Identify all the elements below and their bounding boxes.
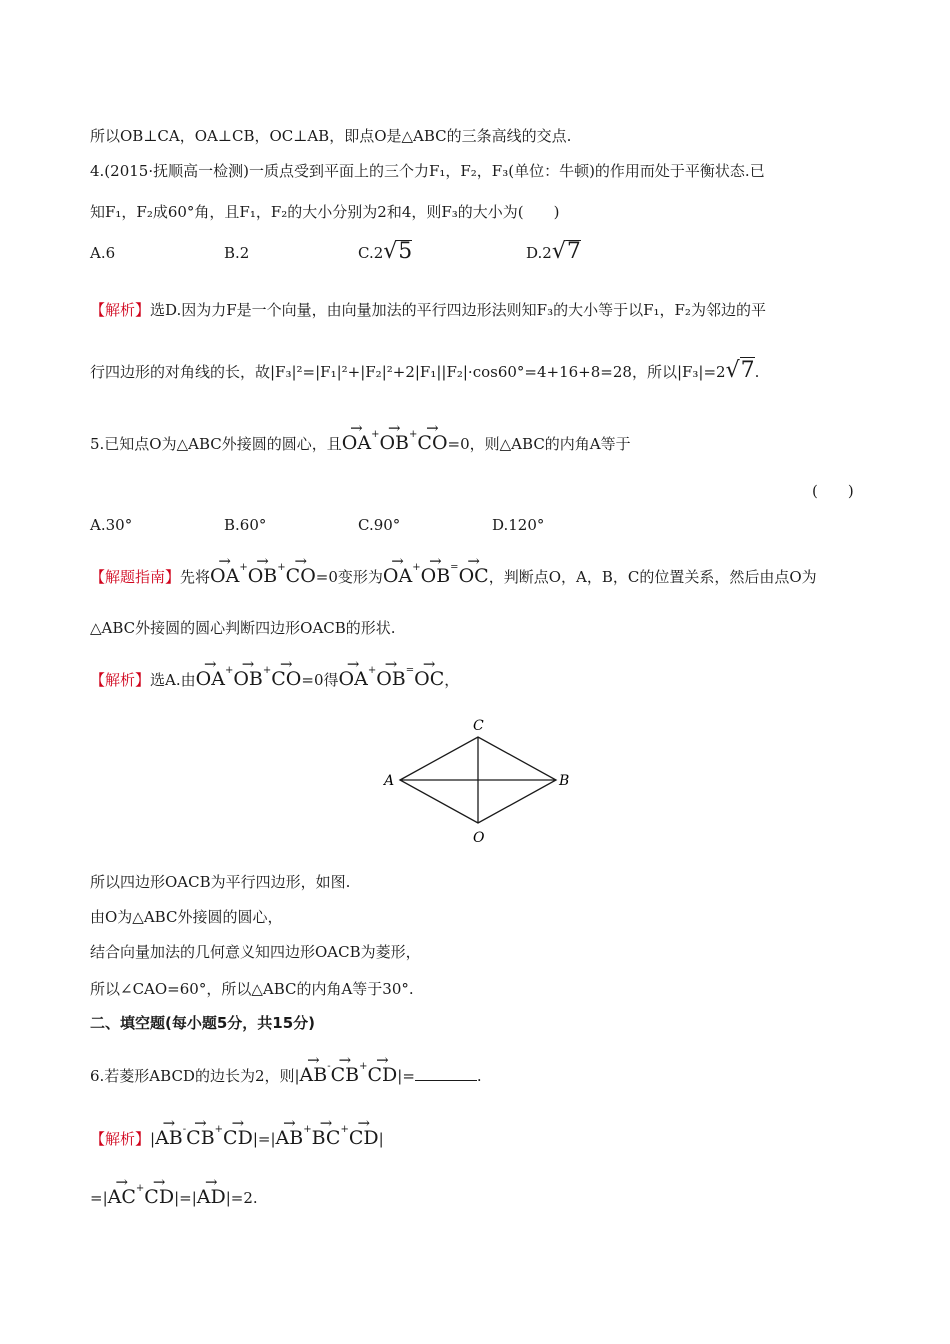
vector-co: → CO xyxy=(286,556,316,586)
question-6-line: 6.若菱形ABCD的边长为2，则|→ AB-→ CB+→ CD|= . xyxy=(90,1055,482,1087)
answer-blank xyxy=(415,1080,477,1081)
vector-cd: → CD xyxy=(349,1118,379,1148)
vector-oa: → OA xyxy=(342,423,371,453)
answer-paren: ( ) xyxy=(812,482,854,500)
q5-step-1: 所以四边形OACB为平行四边形，如图. xyxy=(90,873,351,891)
vector-ad: → AD xyxy=(197,1177,226,1207)
question-5-line: 5.已知点O为△ABC外接圆的圆心，且→ OA+→ OB+→ CO=0，则△ABC的内角A等于 xyxy=(90,423,631,455)
text-line: 所以OB⊥CA，OA⊥CB，OC⊥AB，即点O是△ABC的三条高线的交点. xyxy=(90,127,572,145)
rhombus-figure xyxy=(380,715,580,850)
option-c: C.90° xyxy=(358,516,401,534)
vector-cd: → CD xyxy=(223,1118,253,1148)
analysis-tag: 【解析】 xyxy=(90,1130,151,1148)
vector-oa: → OA xyxy=(210,556,239,586)
option-c: C.2√5 xyxy=(358,239,413,264)
label-c: C xyxy=(473,718,484,734)
question-5-options xyxy=(90,514,544,536)
q5-solution-line: 【解析】选A.由→ OA+→ OB+→ CO=0得→ OA+→ OB=→ OC， xyxy=(90,659,459,691)
q5-step-3: 结合向量加法的几何意义知四边形OACB为菱形， xyxy=(90,943,421,961)
vector-ab: → AB xyxy=(155,1118,183,1148)
vector-oa: → OA xyxy=(383,556,412,586)
question-4-options xyxy=(90,240,581,264)
vector-oa: → OA xyxy=(196,659,225,689)
q5-step-4: 所以∠CAO=60°，所以△ABC的内角A等于30°. xyxy=(90,980,414,998)
vector-ab: → AB xyxy=(300,1055,328,1085)
option-a: A.6 xyxy=(90,244,116,262)
q5-step-2: 由O为△ABC外接圆的圆心， xyxy=(90,908,283,926)
vector-ac: → AC xyxy=(108,1177,136,1207)
vector-co: → CO xyxy=(271,659,301,689)
vector-oc: → OC xyxy=(459,556,489,586)
question-4-line-2: 知F₁，F₂成60°角，且F₁，F₂的大小分别为2和4，则F₃的大小为( ) xyxy=(90,203,560,221)
label-b: B xyxy=(559,773,570,789)
option-b: B.2 xyxy=(224,244,250,262)
vector-bc: → BC xyxy=(312,1118,341,1148)
vector-cb: → CB xyxy=(186,1118,215,1148)
sqrt-7: √7 xyxy=(725,358,755,383)
vector-oa: → OA xyxy=(339,659,368,689)
vector-cd: → CD xyxy=(368,1055,398,1085)
vector-ob: → OB xyxy=(233,659,263,689)
analysis-tag: 【解析】 xyxy=(90,301,151,319)
vector-ab: → AB xyxy=(276,1118,304,1148)
option-a: A.30° xyxy=(90,516,133,534)
q6-solution-line-1: 【解析】|→ AB-→ CB+→ CD|=|→ AB+→ BC+→ CD| xyxy=(90,1118,384,1150)
question-4-line-1: 4.(2015·抚顺高一检测)一质点受到平面上的三个力F₁，F₂，F₃(单位：牛顿)的作用而处于平衡状态.已 xyxy=(90,162,765,180)
label-a: A xyxy=(384,773,395,789)
vector-ob: → OB xyxy=(376,659,406,689)
label-o: O xyxy=(473,830,485,846)
guide-tag: 【解题指南】 xyxy=(90,568,181,586)
sqrt-7: √7 xyxy=(551,239,581,264)
q4-answer-line-1: 【解析】选D.因为力F是一个向量，由向量加法的平行四边形法则知F₃的大小等于以F₁，F₂为邻边的平 xyxy=(90,301,766,319)
guide-line-2: △ABC外接圆的圆心判断四边形OACB的形状. xyxy=(90,619,396,637)
vector-co: → CO xyxy=(417,423,447,453)
vector-cb: → CB xyxy=(331,1055,360,1085)
q6-solution-line-2: =|→ AC+→ CD|=|→ AD|=2. xyxy=(90,1177,258,1209)
analysis-tag: 【解析】 xyxy=(90,671,151,689)
vector-oc: → OC xyxy=(414,659,444,689)
vector-cd: → CD xyxy=(144,1177,174,1207)
vector-ob: → OB xyxy=(248,556,278,586)
option-d: D.120° xyxy=(492,516,545,534)
option-b: B.60° xyxy=(224,516,267,534)
option-d: D.2√7 xyxy=(526,239,581,264)
vector-ob: → OB xyxy=(379,423,409,453)
section-heading: 二、填空题(每小题5分，共15分) xyxy=(90,1014,316,1032)
guide-line-1: 【解题指南】先将→ OA+→ OB+→ CO=0变形为→ OA+→ OB=→ OC，判断点O，A，B，C的位置关系，然后由点O为 xyxy=(90,556,817,588)
q4-answer-line-2: 行四边形的对角线的长，故|F₃|²=|F₁|²+|F₂|²+2|F₁||F₂|·cos60°=4+16+8=28，所以|F₃|=2√7. xyxy=(90,358,760,383)
vector-ob: → OB xyxy=(421,556,451,586)
sqrt-5: √5 xyxy=(383,239,413,264)
